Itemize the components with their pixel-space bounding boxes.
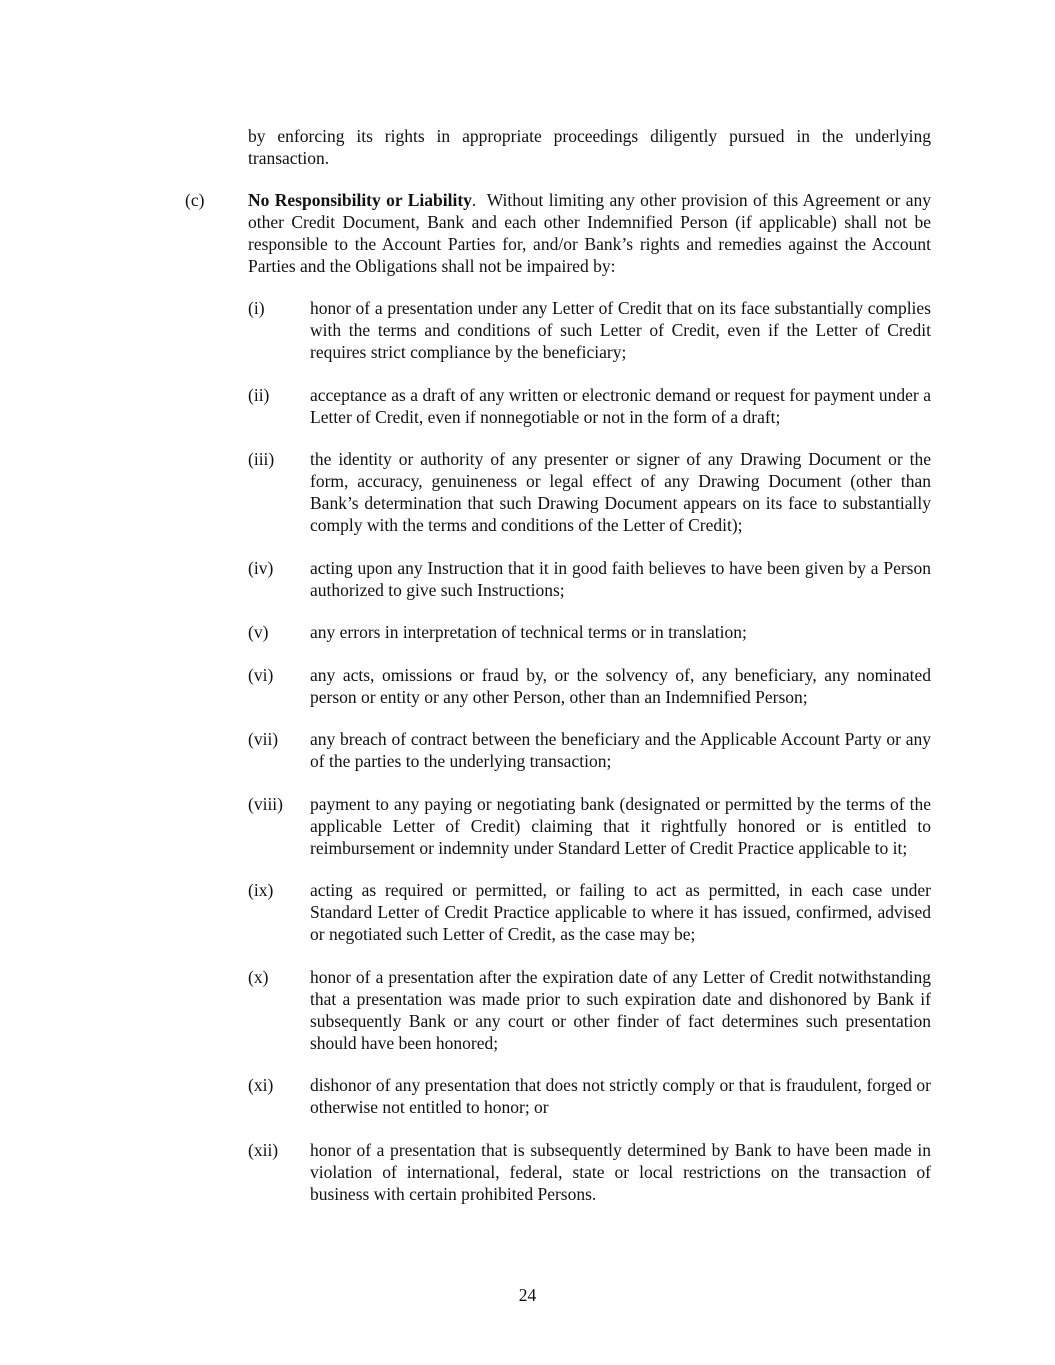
item-number: (xii) [248,1139,279,1160]
item-text: acting as required or permitted, or failing to act as permitted, in each case under Standard Letter of Credit Practice applicable to where it has issued, confirmed, advised or negotiated such Letter of Credit, as the case may be; [310,880,931,944]
list-item [248,966,931,1054]
list-item [248,1074,931,1118]
item-text: honor of a presentation after the expiration date of any Letter of Credit notwithstanding that a presentation was made prior to such expiration date and dishonored by Bank if subsequently Bank or any court or other finder of fact determines such presentation should have been honored; [310,966,931,1053]
list-item [248,621,931,643]
item-number: (vi) [248,664,274,685]
list-item [248,879,931,945]
item-text: acceptance as a draft of any written or electronic demand or request for payment under a Letter of Credit, even if nonnegotiable or not in the form of a draft; [310,384,931,427]
item-number: (viii) [248,793,283,814]
section-c [185,189,931,277]
section-c-body [248,189,931,277]
item-number: (iii) [248,449,275,469]
section-c-label: (c) [185,190,205,210]
item-number: (vii) [248,729,279,749]
section-c-text: Without limiting any other provision of this Agreement or any other Credit Document, Bank and each other Indemnified Person (if applicable) shall not be responsible to the Account Parties for, and/or Bank’s rights and remedies against the Account Parties and the Obligations shall not be impaired by: [248,190,931,276]
section-c-heading-suffix: . [471,190,477,210]
item-text: dishonor of any presentation that does not strictly comply or that is fraudulent, forged or otherwise not entitled to honor; or [310,1075,931,1117]
list-item [248,728,931,772]
item-text: honor of a presentation under any Letter of Credit that on its face substantially complies with the terms and conditions of such Letter of Credit, even if the Letter of Credit requires strict compliance by the beneficiary; [310,298,931,362]
item-number: (i) [248,298,265,318]
list-item [248,557,931,601]
list-item [248,297,931,363]
item-text: any acts, omissions or fraud by, or the solvency of, any beneficiary, any nominated person or entity or any other Person, other than an Indemnified Person; [310,664,931,707]
list-item [248,793,931,859]
item-text: the identity or authority of any presenter or signer of any Drawing Document or the form, accuracy, genuineness or legal effect of any Drawing Document (other than Bank’s determination that such Drawing Document appears on its face to substantially comply with the terms and conditions of the Letter of Credit); [310,449,931,535]
item-text: honor of a presentation that is subsequently determined by Bank to have been made in violation of international, federal, state or local restrictions on the transaction of business with certain prohibited Persons. [310,1139,931,1204]
list-item [248,448,931,536]
list-item [248,1139,931,1205]
item-text: acting upon any Instruction that it in good faith believes to have been given by a Person authorized to give such Instructions; [310,557,931,600]
item-number: (x) [248,966,269,987]
liability-items-list [248,297,931,1225]
item-number: (ii) [248,384,270,405]
item-number: (xi) [248,1075,274,1095]
item-number: (ix) [248,880,274,900]
item-text: any errors in interpretation of technical terms or in translation; [310,622,747,642]
item-text: payment to any paying or negotiating bank (designated or permitted by the terms of the applicable Letter of Credit) claiming that it rightfully honored or is entitled to reimbursement or indemnity under Standard Letter of Credit Practice applicable to it; [310,793,931,858]
page-number: 24 [518,1285,537,1305]
list-item [248,384,931,428]
item-number: (v) [248,622,269,642]
continuation-paragraph: by enforcing its rights in appropriate proceedings diligently pursued in the underlying transaction. [248,126,931,168]
section-c-heading: No Responsibility or Liability [248,190,472,210]
item-text: any breach of contract between the beneficiary and the Applicable Account Party or any of the parties to the underlying transaction; [310,729,931,771]
item-number: (iv) [248,557,274,578]
list-item [248,664,931,708]
